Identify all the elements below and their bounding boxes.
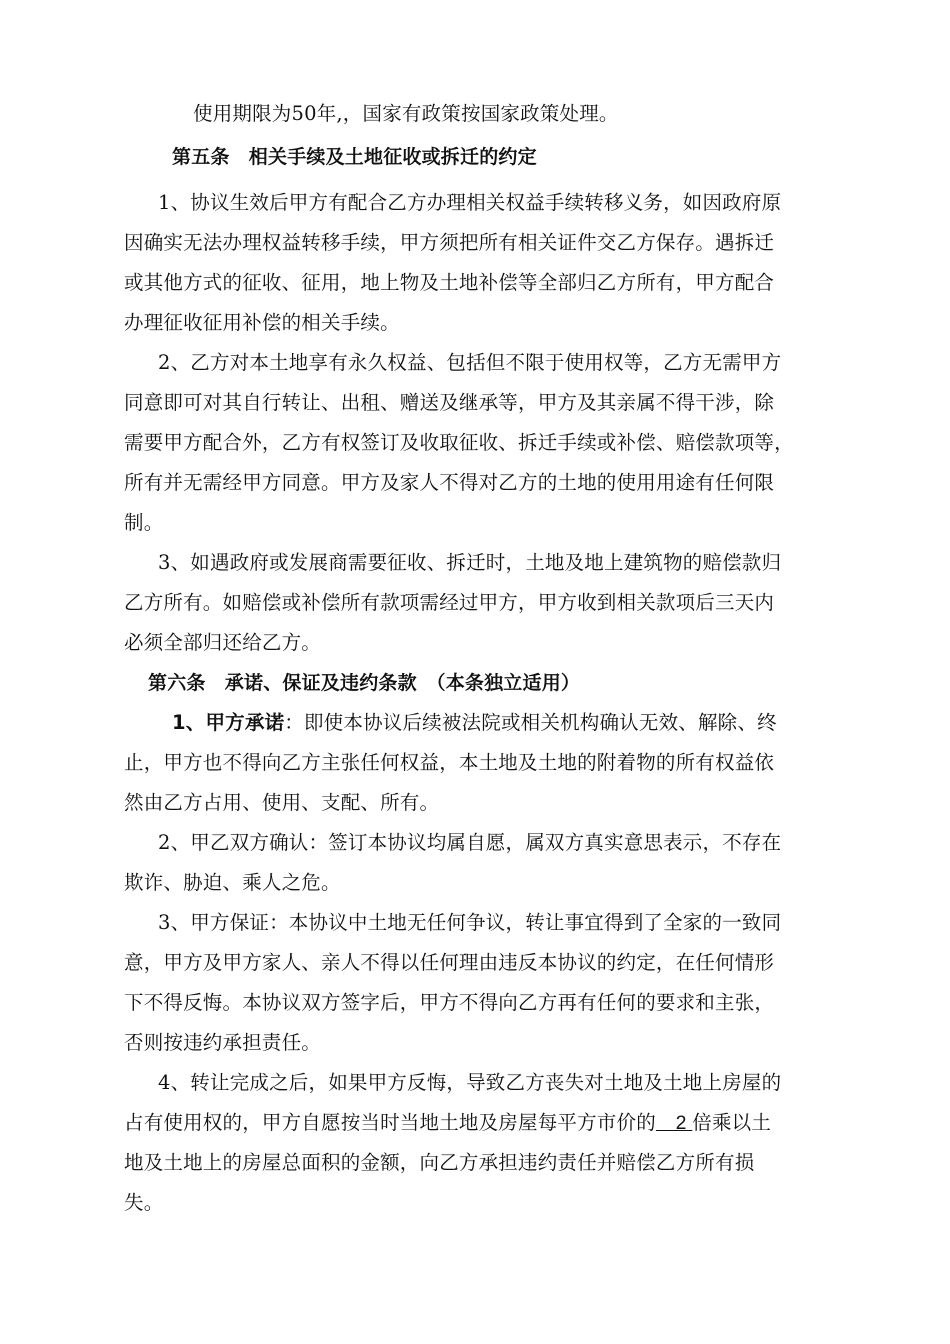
commitment-label: 1、甲方承诺 [172, 711, 285, 734]
multiplier-blank: 2 [655, 1112, 693, 1134]
paragraph-line: 欺诈、胁迫、乘人之危。 [124, 871, 341, 894]
paragraph-line: 2、甲乙双方确认：签订本协议均属自愿，属双方真实意思表示，不存在 [158, 831, 782, 854]
intro-line: 使用期限为50年,，国家有政策按国家政策处理。 [193, 102, 619, 125]
article5-heading: 第五条 相关手续及土地征收或拆迁的约定 [172, 146, 537, 168]
paragraph-line: 必须全部归还给乙方。 [124, 631, 322, 654]
paragraph-line: 地及土地上的房屋总面积的金额，向乙方承担违约责任并赔偿乙方所有损 [124, 1151, 755, 1174]
article6-heading: 第六条 承诺、保证及违约条款 （本条独立适用） [148, 672, 581, 694]
paragraph-line: 办理征收征用补偿的相关手续。 [124, 311, 400, 334]
commitment-text: ：即使本协议后续被法院或相关机构确认无效、解除、终 [284, 711, 777, 734]
paragraph-line: 3、甲方保证：本协议中土地无任何争议，转让事宜得到了全家的一致同 [158, 911, 782, 934]
paragraph-line: 下不得反悔。本协议双方签字后，甲方不得向乙方再有任何的要求和主张， [124, 991, 775, 1014]
paragraph-line: 意，甲方及甲方家人、亲人不得以任何理由违反本协议的约定，在任何情形 [124, 951, 775, 974]
penalty-text-after: 倍乘以土 [692, 1111, 772, 1134]
paragraph-line: 因确实无法办理权益转移手续，甲方须把所有相关证件交乙方保存。遇拆迁 [124, 231, 775, 254]
paragraph-line: 制。 [124, 511, 164, 534]
paragraph-line: 所有并无需经甲方同意。甲方及家人不得对乙方的土地的使用用途有任何限 [124, 471, 775, 494]
paragraph-line: 2、乙方对本土地享有永久权益、包括但不限于使用权等，乙方无需甲方 [158, 351, 782, 374]
paragraph-line: 4、转让完成之后，如果甲方反悔，导致乙方丧失对土地及土地上房屋的 [158, 1071, 782, 1094]
penalty-text-before: 占有使用权的，甲方自愿按当时当地土地及房屋每平方市价的 [124, 1111, 656, 1134]
paragraph-line: 或其他方式的征收、征用，地上物及土地补偿等全部归乙方所有，甲方配合 [124, 271, 775, 294]
paragraph-line: 失。 [124, 1191, 164, 1214]
paragraph-line: 同意即可对其自行转让、出租、赠送及继承等，甲方及其亲属不得干涉，除 [124, 391, 775, 414]
paragraph-line: 否则按违约承担责任。 [124, 1031, 322, 1054]
paragraph-line: 3、如遇政府或发展商需要征收、拆迁时，土地及地上建筑物的赔偿款归 [158, 551, 782, 574]
paragraph-line: 需要甲方配合外，乙方有权签订及收取征收、拆迁手续或补偿、赔偿款项等， [124, 431, 794, 454]
paragraph-line [172, 710, 777, 736]
paragraph-line: 1、协议生效后甲方有配合乙方办理相关权益手续转移义务，如因政府原 [158, 191, 782, 214]
paragraph-line [124, 1110, 771, 1136]
paragraph-line: 乙方所有。如赔偿或补偿所有款项需经过甲方，甲方收到相关款项后三天内 [124, 591, 775, 614]
paragraph-line: 然由乙方占用、使用、支配、所有。 [124, 791, 440, 814]
paragraph-line: 止，甲方也不得向乙方主张任何权益，本土地及土地的附着物的所有权益依 [124, 751, 775, 774]
